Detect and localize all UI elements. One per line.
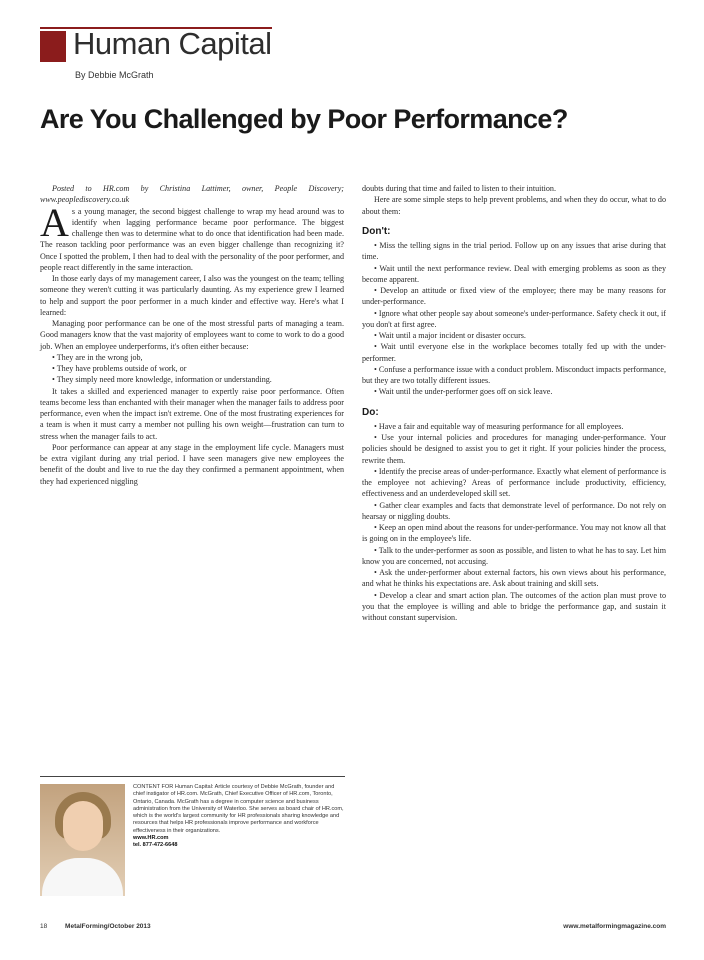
left-column (40, 183, 344, 487)
author-photo (40, 784, 125, 896)
dont-item: • Wait until the next performance review. Deal with emerging problems as soon as they become apparent. (362, 263, 666, 284)
do-item: • Ask the under-performer about external factors, his own views about his performance, and what he thinks his expectations are. Ask about training and skill sets. (362, 568, 666, 589)
dont-item: • Confuse a performance issue with a conduct problem. Misconduct impacts performance, but they are two totally different issues. (362, 364, 666, 385)
dont-item: • Wait until the under-performer goes off on sick leave. (374, 387, 553, 397)
do-item: • Talk to the under-performer as soon as possible, and listen to what he has to say. Let him know you are concerned, not accusing. (362, 545, 666, 566)
footer-website: www.metalformingmagazine.com (563, 923, 666, 930)
paragraph: Here are some simple steps to help prevent problems, and when they do occur, what to do about them: (362, 195, 666, 216)
do-item: • Have a fair and equitable way of measuring performance for all employees. (374, 421, 624, 431)
do-item: • Keep an open mind about the reasons for under-performance. You may not know all that is going on in the employee's life. (362, 523, 666, 544)
author-bio (133, 784, 345, 850)
bio-divider (40, 776, 345, 777)
author-face (63, 801, 103, 851)
bio-web: www.HR.com (133, 835, 169, 842)
do-item: • Identify the precise areas of under-performance. Exactly what element of performance is the employee not achieving? Areas of performance include productivity, efficiency, effectiveness and an underdeveloped skill set. (362, 466, 666, 499)
do-item: • Gather clear examples and facts that demonstrate level of performance. Do not rely on hearsay or niggling doubts. (362, 500, 666, 521)
section-title: Human Capital (73, 26, 272, 61)
paragraph: It takes a skilled and experienced manager to expertly raise poor performance. Often teams become less than enchanted with their manager when the manager fails to address poor performance, even when the impact isn't extreme. One of the most frustrating experiences for a team is when it must carry a member not pulling his own weight—frustration can turn to stress when the manager fails to act. (40, 386, 344, 441)
dont-item: • Wait until everyone else in the workplace becomes totally fed up with the under-performer. (362, 342, 666, 363)
dont-item: • Miss the telling signs in the trial period. Follow up on any issues that arise during that time. (362, 241, 666, 262)
drop-cap: A (40, 199, 69, 245)
intro-bullet: • They are in the wrong job, (52, 352, 143, 362)
paragraph: Managing poor performance can be one of the most stressful parts of managing a team. Good managers know that the vast majority of employees want to come to work to do a good job. When an employee underperforms, it's often either because: (40, 319, 344, 351)
section-color-block (40, 31, 66, 62)
byline: By Debbie McGrath (75, 70, 154, 80)
right-column (362, 183, 666, 623)
intro-bullet: • They have problems outside of work, or (52, 364, 187, 373)
bio-text: CONTENT FOR Human Capital: Article courtesy of Debbie McGrath, founder and chief instigator of HR.com. McGrath, Chief Executive Officer of HR.com, Toronto, Ontario, Canada. McGrath has a degree in computer science and business administration from the University of Waterloo. She serves as board chair of HR.com, which is the world's largest community for HR professionals sharing knowledge and resources that helps HR professionals improve performance and workforce effectiveness in their organizations. (133, 784, 344, 834)
article-headline: Are You Challenged by Poor Performance? (40, 104, 568, 134)
do-item: • Use your internal policies and procedures for managing under-performance. Your policies should be designed to assist you to get it right. If your policies hinder the process, rewrite them. (362, 433, 666, 465)
dont-heading: Don't: (362, 225, 391, 237)
paragraph: In those early days of my management career, I also was the youngest on the team; telling someone they weren't cutting it was particularly daunting. As my experience grew I learned to help and support the poor performer in a much kinder and effective way. Here's what I learned: (40, 274, 344, 317)
intro-bullet: • They simply need more knowledge, information or understanding. (52, 375, 272, 385)
do-heading: Do: (362, 406, 379, 418)
author-shirt (42, 858, 123, 896)
paragraph: Poor performance can appear at any stage in the employment life cycle. Managers must be extra vigilant during any trial period. I have seen managers give new employees the benefit of the doubt and live to rue the day they confirmed a permanent appointment, when they had experienced niggling (40, 442, 344, 486)
posted-credit: Posted to HR.com by Christina Lattimer, owner, People Discovery; www.peoplediscovery.co.uk (40, 184, 344, 205)
bio-phone: tel. 877-472-6648 (133, 842, 178, 849)
footer-left (40, 923, 151, 930)
dont-item: • Ignore what other people say about someone's under-performance. Safety check it out, if you don't at first agree. (362, 308, 666, 329)
publication-name: MetalForming/October 2013 (65, 923, 151, 930)
intro-paragraph (40, 199, 344, 274)
do-item: • Develop a clear and smart action plan. The outcomes of the action plan must prove to you that the employee is willing and able to bridge the performance gap, and sustain it without constant supervision. (362, 590, 666, 622)
paragraph-continued: doubts during that time and failed to listen to their intuition. (362, 184, 556, 193)
page-number: 18 (40, 923, 48, 930)
dont-item: • Develop an attitude or fixed view of the employee; there may be many reasons for under-performance. (362, 286, 666, 307)
intro-text: s a young manager, the second biggest challenge to wrap my head around was to identify when lagging performance became poor performance. The biggest challenge then was to determine what to do once that identification had been made. The reason tackling poor performance was an even bigger challenge than recognizing it? Once I spotted the problem, I then had to deal with the personality of the poor performer, and people react differently in the same interaction. (40, 206, 344, 272)
dont-item: • Wait until a major incident or disaster occurs. (374, 331, 526, 340)
